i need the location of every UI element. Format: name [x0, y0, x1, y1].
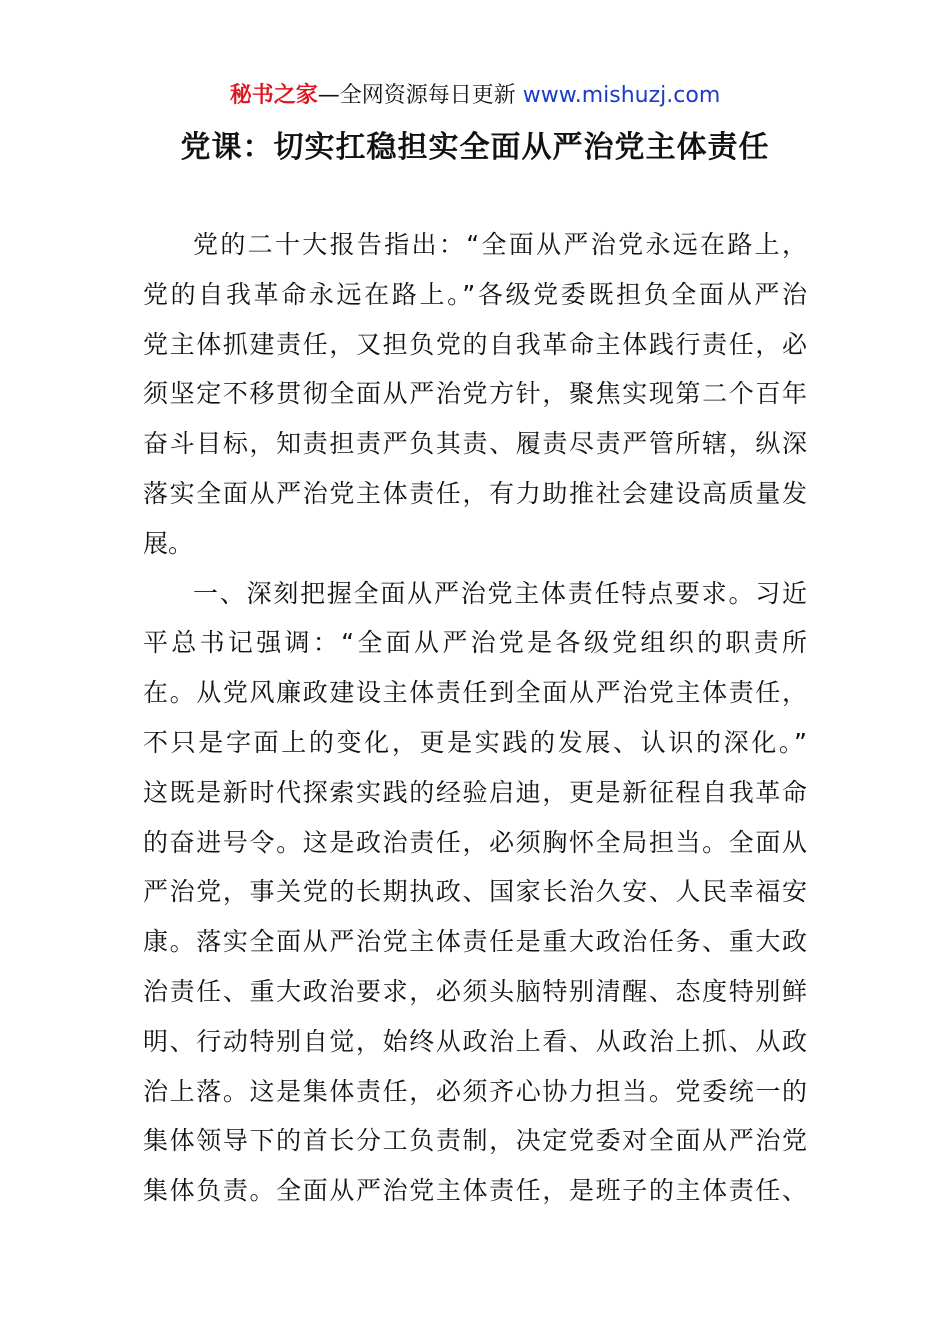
paragraph-1-line-1: 党的二十大报告指出：“全面从严治党永远在路上，: [193, 230, 807, 259]
paragraph-1-line-4: 须坚定不移贯彻全面从严治党方针，聚焦实现第二个百年: [143, 379, 807, 409]
site-url-link[interactable]: www.mishuzj.com: [522, 83, 721, 108]
paragraph-2-line-11: 治上落。这是集体责任，必须齐心协力担当。党委统一的: [143, 1076, 807, 1106]
site-tagline: —全网资源每日更新: [317, 83, 516, 108]
brand-name: 秘书之家: [229, 83, 318, 108]
paragraph-2-line-7: 严治党，事关党的长期执政、国家长治久安、人民幸福安: [143, 877, 807, 907]
paragraph-1-line-3: 党主体抓建责任，又担负党的自我革命主体践行责任，必: [143, 329, 807, 359]
paragraph-2-line-9: 治责任、重大政治要求，必须头脑特别清醒、态度特别鲜: [143, 976, 807, 1006]
paragraph-2-line-8: 康。落实全面从严治党主体责任是重大政治任务、重大政: [143, 927, 807, 957]
paragraph-2-line-3: 在。从党风廉政建设主体责任到全面从严治党主体责任，: [143, 678, 807, 708]
paragraph-2-line-6: 的奋进号令。这是政治责任，必须胸怀全局担当。全面从: [143, 827, 807, 857]
paragraph-1-line-6: 落实全面从严治党主体责任，有力助推社会建设高质量发: [143, 478, 807, 508]
paragraph-1-line-2: 党的自我革命永远在路上。”各级党委既担负全面从严治: [143, 279, 807, 309]
paragraph-1-line-5: 奋斗目标，知责担责严负其责、履责尽责严管所辖，纵深: [143, 429, 807, 459]
paragraph-2-line-5: 这既是新时代探索实践的经验启迪，更是新征程自我革命: [143, 777, 807, 807]
document-body: [143, 220, 807, 1216]
paragraph-2-line-1: 一、深刻把握全面从严治党主体责任特点要求。习近: [193, 578, 807, 608]
paragraph-2-line-2: 平总书记强调：“全面从严治党是各级党组织的职责所: [143, 628, 807, 658]
paragraph-1-line-7: 展。: [143, 528, 194, 558]
paragraph-2-line-10: 明、行动特别自觉，始终从政治上看、从政治上抓、从政: [143, 1026, 807, 1056]
paragraph-2-line-12: 集体领导下的首长分工负责制，决定党委对全面从严治党: [143, 1126, 807, 1156]
document-title: 党课：切实扛稳担实全面从严治党主体责任: [180, 130, 770, 165]
paragraph-2-line-4: 不只是字面上的变化，更是实践的发展、认识的深化。”: [143, 727, 807, 757]
site-header: [0, 80, 950, 112]
paragraph-2-line-13: 集体负责。全面从严治党主体责任，是班子的主体责任、: [143, 1176, 807, 1206]
